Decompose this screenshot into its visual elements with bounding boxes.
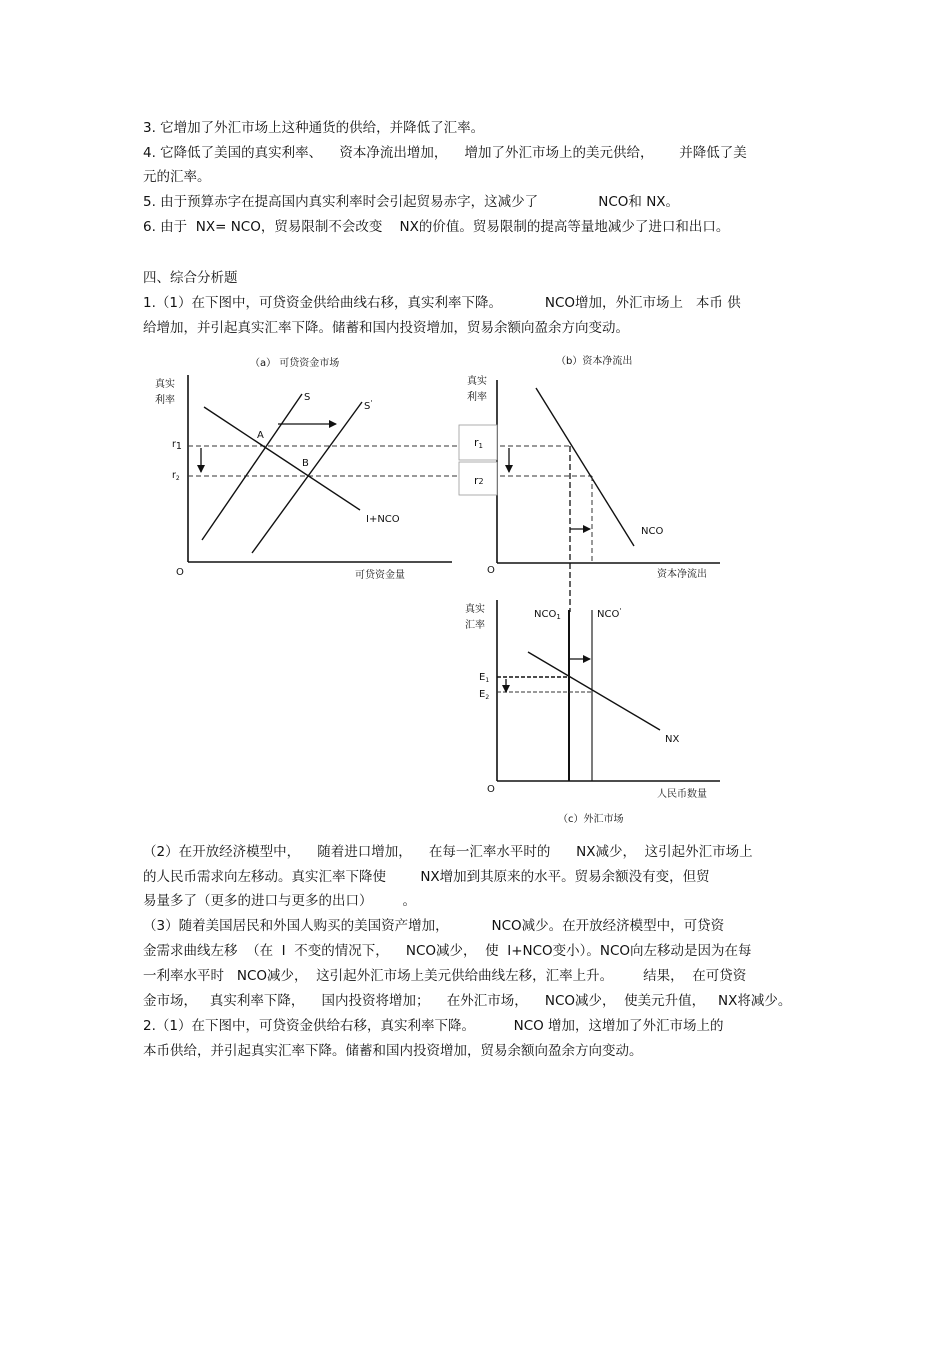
nx-demand-curve bbox=[528, 652, 660, 730]
answer-line-4b: 元的汇率。 bbox=[143, 169, 211, 185]
nco-curve bbox=[536, 388, 634, 546]
panel-b-xlabel: 资本净流出 bbox=[657, 569, 707, 580]
panel-a-ylabel-2: 利率 bbox=[155, 395, 175, 406]
panel-b-net-capital-outflow bbox=[459, 354, 720, 612]
q2-part1-line2: 本币供给，并引起真实汇率下降。储蓄和国内投资增加，贸易余额向盈余方向变动。 bbox=[143, 1043, 643, 1059]
label-nco: NCO bbox=[641, 526, 664, 537]
q1-part1-line2: 给增加，并引起真实汇率下降。储蓄和国内投资增加，贸易余额向盈余方向变动。 bbox=[143, 320, 629, 336]
panel-c-origin: O bbox=[487, 784, 495, 795]
q1-part2-line1: （2）在开放经济模型中， 随着进口增加， 在每一汇率水平时的 NX减少， 这引起外汇市场上 bbox=[143, 844, 753, 860]
label-i-nco: I+NCO bbox=[366, 514, 400, 525]
q1-part2-line2: 的人民币需求向左移动。真实汇率下降使 NX增加到其原来的水平。贸易余额没有变，但贸 bbox=[143, 869, 710, 885]
panel-c-ylabel-1: 真实 bbox=[465, 604, 485, 615]
panel-a-ylabel-1: 真实 bbox=[155, 379, 175, 390]
panel-c-ylabel-2: 汇率 bbox=[465, 620, 485, 631]
panel-c-xlabel: 人民币数量 bbox=[657, 789, 707, 800]
panel-a-title: （a） 可贷资金市场 bbox=[250, 358, 340, 369]
panel-a-r2: $r_2$ bbox=[172, 470, 180, 482]
label-e1: $E_1$ bbox=[479, 672, 490, 684]
panel-b-origin: O bbox=[487, 565, 495, 576]
panel-b-ylabel-2: 利率 bbox=[467, 392, 487, 403]
q1-part3-line3: 一利率水平时 NCO减少， 这引起外汇市场上美元供给曲线左移，汇率上升。 结果， 在可贷资 bbox=[143, 968, 747, 984]
panel-a-r1: r1 bbox=[172, 439, 182, 452]
answer-line-6: 6. 由于 NX= NCO，贸易限制不会改变 NX的价值。贸易限制的提高等量地减少了进口和出口。 bbox=[143, 219, 730, 235]
label-nco1: $NCO_1$ bbox=[534, 609, 561, 621]
label-s-prime: S' bbox=[364, 399, 373, 412]
label-nco-prime: NCO' bbox=[597, 607, 622, 620]
label-s: S bbox=[304, 392, 311, 403]
point-b: B bbox=[302, 458, 309, 469]
q1-part3-line2: 金需求曲线左移 （在 I 不变的情况下， NCO减少， 使 I+NCO变小）。NCO向左移动是因为在每 bbox=[143, 943, 752, 959]
answer-line-4a: 4. 它降低了美国的真实利率、 资本净流出增加， 增加了外汇市场上的美元供给， 并降低了美 bbox=[143, 145, 747, 161]
answer-line-3: 3. 它增加了外汇市场上这种通货的供给，并降低了汇率。 bbox=[143, 120, 485, 136]
label-e2: $E_2$ bbox=[479, 689, 490, 701]
panel-c-title: （c）外汇市场 bbox=[558, 814, 624, 825]
panel-a-xlabel: 可贷资金量 bbox=[355, 570, 405, 581]
panel-c-foreign-exchange bbox=[465, 600, 720, 825]
panel-b-ylabel-1: 真实 bbox=[467, 376, 487, 387]
section-heading: 四、综合分析题 bbox=[143, 270, 238, 286]
panel-b-title: （b）资本净流出 bbox=[556, 356, 633, 367]
panel-b-r1: r1 bbox=[474, 436, 483, 450]
panel-a-origin: O bbox=[176, 567, 184, 578]
q1-part1-line1: 1.（1）在下图中，可贷资金供给曲线右移，真实利率下降。 NCO增加，外汇市场上 本币 供 bbox=[143, 295, 741, 311]
point-a: A bbox=[257, 430, 264, 441]
panel-b-r2: r2 bbox=[474, 474, 484, 487]
q1-part2-line3: 易量多了（更多的进口与更多的出口） 。 bbox=[143, 893, 417, 909]
label-nx: NX bbox=[665, 734, 680, 745]
q1-part3-line4: 金市场， 真实利率下降， 国内投资将增加； 在外汇市场， NCO减少， 使美元升值， NX将减少。 bbox=[143, 993, 792, 1009]
q1-part3-line1: （3）随着美国居民和外国人购买的美国资产增加， NCO减少。在开放经济模型中，可贷资 bbox=[143, 918, 725, 934]
q2-part1-line1: 2.（1）在下图中，可贷资金供给右移，真实利率下降。 NCO 增加，这增加了外汇市场上的 bbox=[143, 1018, 724, 1034]
panel-a-loanable-funds bbox=[155, 356, 592, 581]
answer-line-5: 5. 由于预算赤字在提高国内真实利率时会引起贸易赤字，这减少了 NCO和 NX。 bbox=[143, 194, 680, 210]
